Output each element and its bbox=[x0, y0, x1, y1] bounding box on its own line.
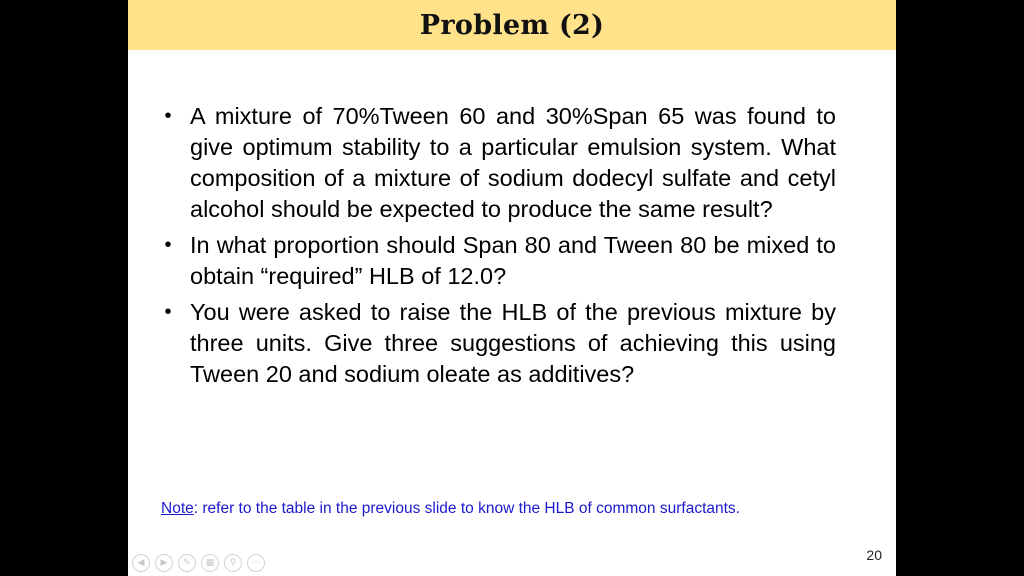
bullet-icon: • bbox=[164, 105, 172, 127]
title-bar bbox=[128, 0, 896, 50]
slide bbox=[128, 0, 896, 576]
prev-slide-icon[interactable]: ◀ bbox=[132, 554, 150, 572]
bullet-text: A mixture of 70%Tween 60 and 30%Span 65 was found to give optimum stability to a particular emulsion system. What composition of a mixture of sodium dodecyl sulfate and cetyl alcohol should be expected to produce the same result? bbox=[190, 103, 836, 222]
bullet-text: In what proportion should Span 80 and Tween 80 be mixed to obtain “required” HLB of 12.0? bbox=[190, 232, 836, 289]
bullet-text: You were asked to raise the HLB of the previous mixture by three units. Give three suggestions of achieving this using Tween 20 and sodium oleate as additives? bbox=[190, 299, 836, 387]
slide-title: Problem (2) bbox=[419, 9, 605, 41]
bullet-item bbox=[158, 101, 836, 225]
bullet-item bbox=[158, 297, 836, 390]
bullet-icon: • bbox=[164, 301, 172, 323]
zoom-icon[interactable]: ⚲ bbox=[224, 554, 242, 572]
next-slide-icon[interactable]: ▶ bbox=[155, 554, 173, 572]
note bbox=[161, 500, 740, 518]
slides-icon[interactable]: ▦ bbox=[201, 554, 219, 572]
bullet-item bbox=[158, 230, 836, 292]
slideshow-controls bbox=[132, 554, 265, 572]
note-text: : refer to the table in the previous slide to know the HLB of common surfactants. bbox=[193, 500, 740, 517]
bullet-list bbox=[158, 101, 836, 395]
more-options-icon[interactable]: ⋯ bbox=[247, 554, 265, 572]
note-label: Note bbox=[161, 500, 194, 517]
bullet-icon: • bbox=[164, 234, 172, 256]
page-number: 20 bbox=[866, 547, 882, 563]
pen-icon[interactable]: ✎ bbox=[178, 554, 196, 572]
